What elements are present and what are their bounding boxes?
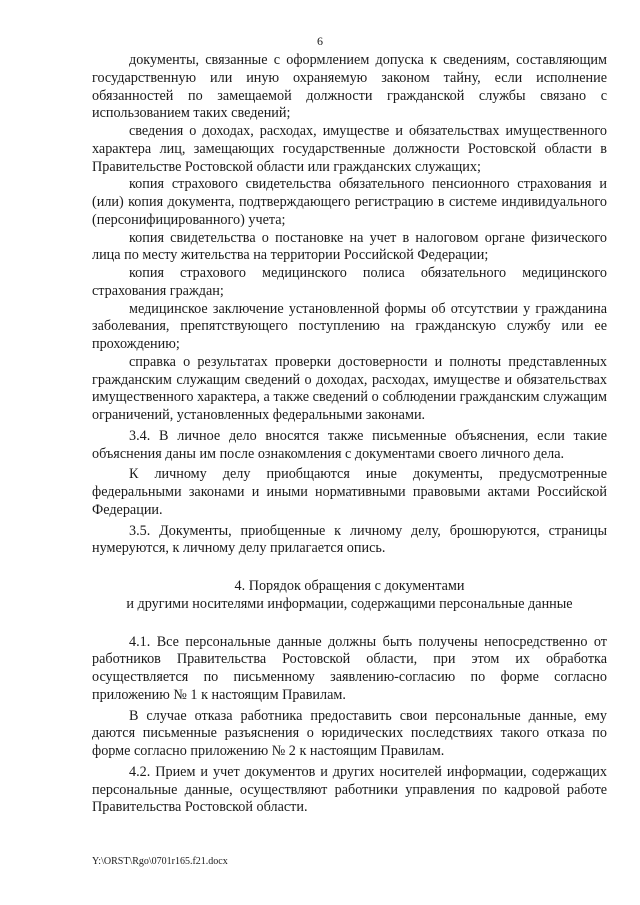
paragraph: справка о результатах проверки достоверности и полноты представленных гражданским служащим сведений о доходах, расходах, имуществе и обязательствах имущественного характера, а также сведений о соблюдении гражданским служащим ограничений, установленных федеральными законами.: [92, 353, 607, 423]
document-body: [92, 52, 607, 817]
footer-file-path: Y:\ORST\Rgo\0701r165.f21.docx: [92, 856, 228, 867]
paragraph: копия свидетельства о постановке на учет в налоговом органе физического лица по месту жительства на территории Российской Федерации;: [92, 229, 607, 264]
section-heading-line: и другими носителями информации, содержащими персональные данные: [126, 595, 573, 612]
section-heading-line: 4. Порядок обращения с документами: [234, 578, 465, 594]
paragraph: 4.1. Все персональные данные должны быть получены непосредственно от работников Правительства Ростовской области, при этом их обработка осуществляется по письменному заявлению-согласию по форме согласно приложению № 1 к настоящим Правилам.: [92, 633, 607, 703]
paragraph: копия страхового свидетельства обязательного пенсионного страхования и (или) копия документа, подтверждающего регистрацию в системе индивидуального (персонифицированного) учета;: [92, 176, 607, 228]
section-heading: [92, 578, 607, 614]
paragraph: 4.2. Прием и учет документов и других носителей информации, содержащих персональные данные, осуществляют работники управления по кадровой работе Правительства Ростовской области.: [92, 763, 607, 816]
paragraph: К личному делу приобщаются иные документы, предусмотренные федеральными законами и иными нормативными правовыми актами Российской Федерации.: [92, 466, 607, 518]
paragraph: 3.4. В личное дело вносятся также письменные объяснения, если такие объяснения даны им после ознакомления с документами своего личного дела.: [92, 427, 607, 462]
paragraph: сведения о доходах, расходах, имуществе и обязательствах имущественного характера лиц, замещающих государственные должности Ростовской области в Правительстве Ростовской области или гражданских служащих;: [92, 123, 607, 175]
paragraph: копия страхового медицинского полиса обязательного медицинского страхования граждан;: [92, 265, 607, 299]
paragraph: В случае отказа работника предоставить свои персональные данные, ему даются письменные разъяснения о юридических последствиях такого отказа по форме согласно приложению № 2 к настоящим Правилам.: [92, 707, 607, 759]
page-number: 6: [317, 34, 323, 48]
paragraph: медицинское заключение установленной формы об отсутствии у гражданина заболевания, препятствующего поступлению на гражданскую службу или ее прохождению;: [92, 300, 607, 352]
paragraph: документы, связанные с оформлением допуска к сведениям, составляющим государственную или иную охраняемую законом тайну, если исполнение обязанностей по замещаемой должности гражданской службы связано с использованием таких сведений;: [92, 52, 607, 122]
paragraph: 3.5. Документы, приобщенные к личному делу, брошюруются, страницы нумеруются, к личному делу прилагается опись.: [92, 522, 607, 557]
